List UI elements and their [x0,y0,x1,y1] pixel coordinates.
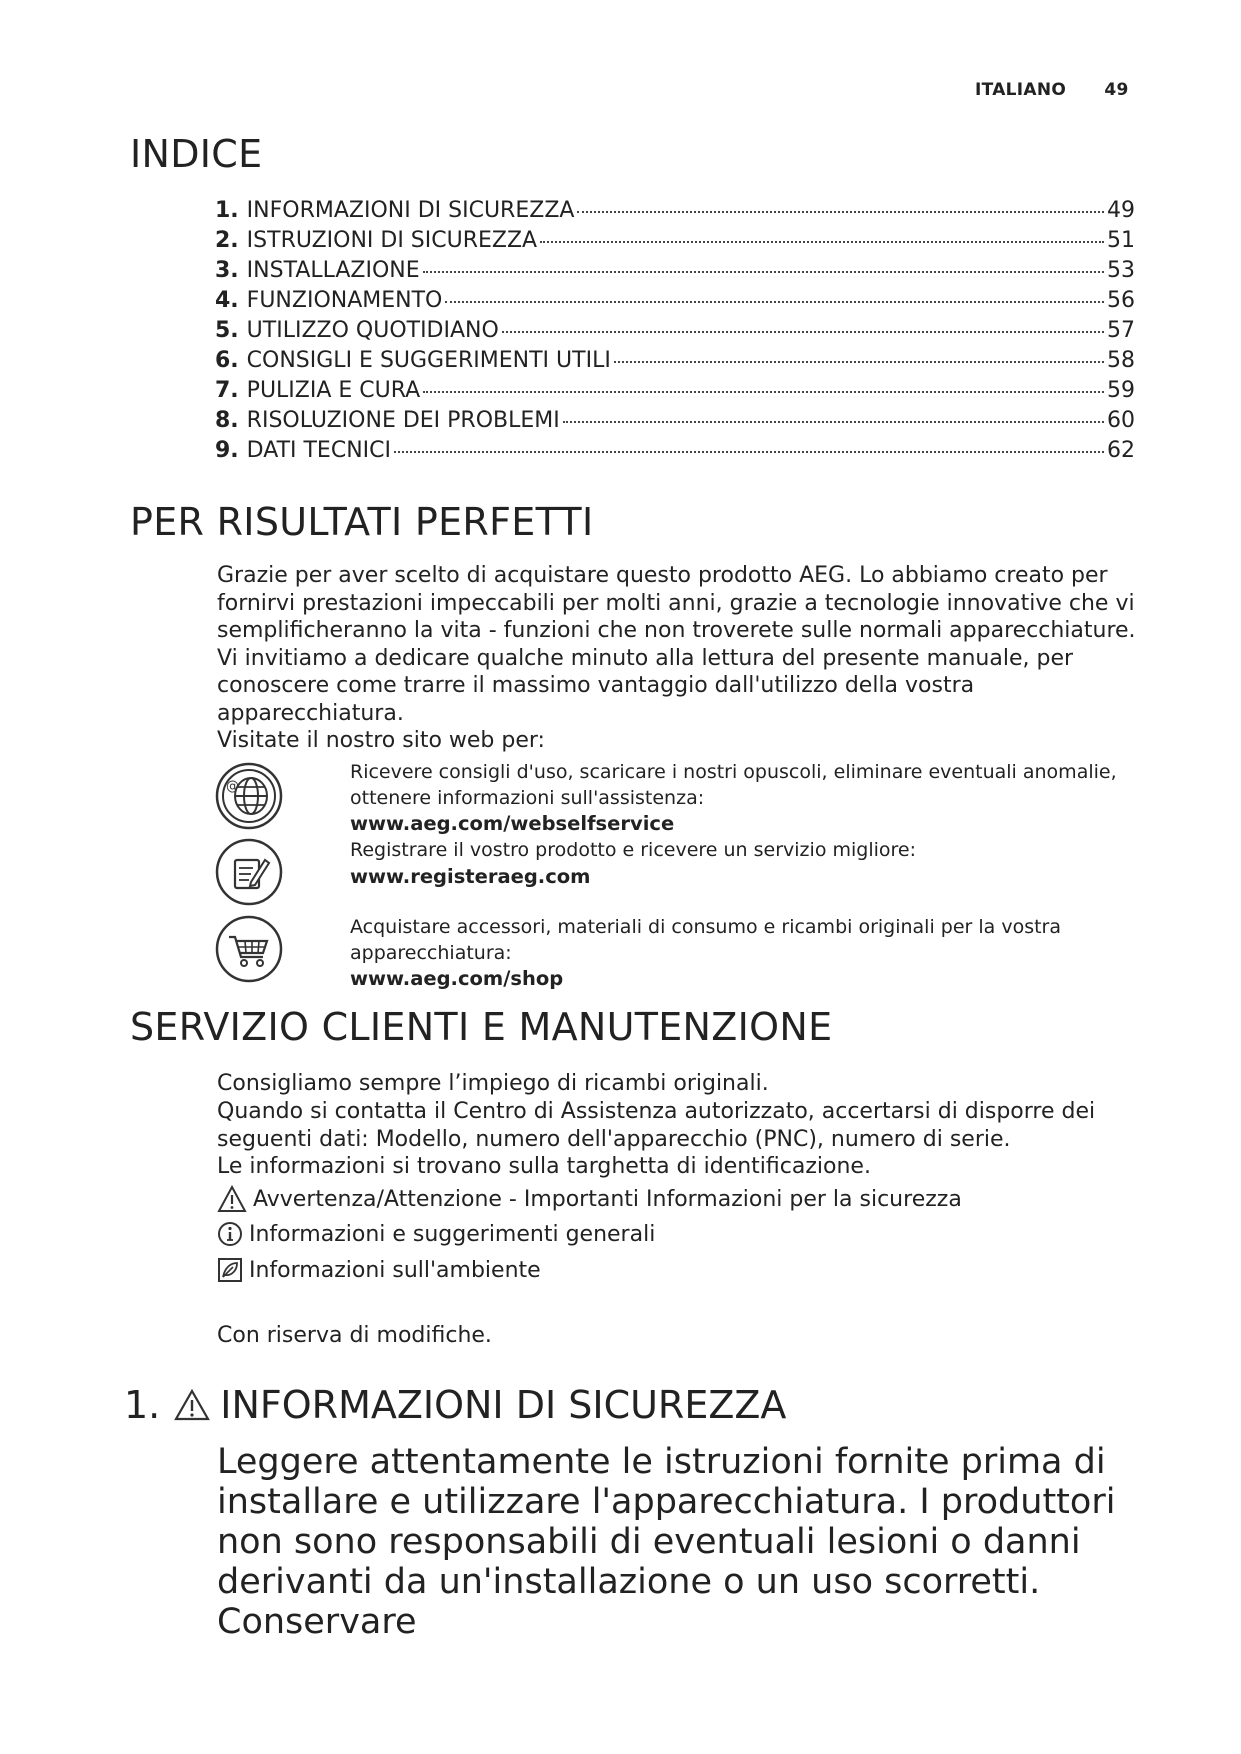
toc-item-title: UTILIZZO QUOTIDIANO [246,318,499,343]
warning-legend-text: Avvertenza/Attenzione - Importanti Informazioni per la sicurezza [253,1186,962,1212]
toc-heading: INDICE [130,132,263,176]
toc-leader-dots [540,241,1104,243]
toc-item-page: 60 [1107,408,1135,433]
toc-leader-dots [577,211,1104,213]
toc-item-number: 1. [215,198,239,223]
toc-item-page: 49 [1107,198,1135,223]
safety-intro-text: Leggere attentamente le istruzioni fornite prima di installare e utilizzare l'apparecchiatura. I produttori non sono responsabili di eventuali lesioni o danni derivanti da un'installazione o un uso scorretti. Conservare [217,1442,1116,1642]
toc-item-title: DATI TECNICI [246,438,391,463]
info-legend-text: Informazioni e suggerimenti generali [249,1221,656,1247]
globe-icon [215,762,283,830]
toc-item-number: 8. [215,408,239,433]
safety-section-number: 1. [124,1383,161,1427]
warning-icon [217,1185,247,1213]
toc-item[interactable] [215,348,1135,378]
toc-item-title: INSTALLAZIONE [246,258,420,283]
page-number: 49 [1104,80,1129,100]
toc-leader-dots [423,391,1104,393]
leaf-icon [217,1257,243,1283]
toc-item-title: INFORMAZIONI DI SICUREZZA [246,198,575,223]
toc-item-number: 4. [215,288,239,313]
toc-item-title: PULIZIA E CURA [246,378,421,403]
visit-website-text: Visitate il nostro sito web per: [217,728,545,753]
rating-plate-text: Le informazioni si trovano sulla targhetta di identificazione. [217,1154,871,1179]
toc-leader-dots [502,331,1104,333]
toc-item-page: 59 [1107,378,1135,403]
toc-item[interactable] [215,198,1135,228]
toc-item-page: 53 [1107,258,1135,283]
toc-leader-dots [445,301,1104,303]
toc-item-page: 62 [1107,438,1135,463]
reserve-text: Con riserva di modifiche. [217,1323,492,1348]
toc-item-page: 56 [1107,288,1135,313]
original-parts-text: Consigliamo sempre l’impiego di ricambi originali. [217,1071,769,1096]
legend-environment [217,1257,541,1283]
page-header [975,80,1129,100]
toc-item[interactable] [215,438,1135,468]
toc-item-title: ISTRUZIONI DI SICUREZZA [246,228,538,253]
toc-item[interactable] [215,228,1135,258]
webselfservice-link[interactable]: www.aeg.com/webselfservice [350,812,675,835]
link-description: Registrare il vostro prodotto e ricevere un servizio migliore: [350,839,916,861]
service-heading: SERVIZIO CLIENTI E MANUTENZIONE [130,1005,833,1049]
environment-legend-text: Informazioni sull'ambiente [249,1257,541,1283]
safety-heading [124,1383,786,1427]
toc-item-title: CONSIGLI E SUGGERIMENTI UTILI [246,348,611,373]
safety-section-title: INFORMAZIONI DI SICUREZZA [220,1383,787,1427]
toc-item-page: 57 [1107,318,1135,343]
toc-leader-dots [394,451,1104,453]
toc-item[interactable] [215,378,1135,408]
toc-item-title: RISOLUZIONE DEI PROBLEMI [246,408,560,433]
toc-leader-dots [614,361,1104,363]
table-of-contents [215,198,1135,468]
shopping-cart-icon [215,915,283,983]
register-icon [215,838,283,906]
toc-item[interactable] [215,318,1135,348]
register-link[interactable]: www.registeraeg.com [350,864,591,888]
toc-item-page: 51 [1107,228,1135,253]
intro-paragraph: Grazie per aver scelto di acquistare questo prodotto AEG. Lo abbiamo creato per fornirvi prestazioni impeccabili per molti anni, grazie a tecnologie innovative che vi semplificheranno la vita - funzioni che non troverete sulle normali apparecchiature. Vi invitiamo a dedicare qualche minuto alla lettura del presente manuale, per conoscere come trarre il massimo vantaggio dall'utilizzo della vostra apparecchiatura. [217,563,1136,726]
toc-leader-dots [563,421,1104,423]
toc-item[interactable] [215,408,1135,438]
toc-item-title: FUNZIONAMENTO [246,288,443,313]
toc-item-number: 5. [215,318,239,343]
perfect-results-heading: PER RISULTATI PERFETTI [130,500,594,544]
info-icon [217,1221,243,1247]
svg-text:@: @ [226,779,239,794]
toc-item[interactable] [215,258,1135,288]
toc-item-number: 2. [215,228,239,253]
shop-link[interactable]: www.aeg.com/shop [350,967,564,990]
toc-item-number: 7. [215,378,239,403]
link-description: Acquistare accessori, materiali di consumo e ricambi originali per la vostra apparecchiatura: [350,916,1062,964]
toc-item[interactable] [215,288,1135,318]
language-label: ITALIANO [975,80,1067,100]
toc-leader-dots [423,271,1104,273]
link-description: Ricevere consigli d'uso, scaricare i nostri opuscoli, eliminare eventuali anomalie, ottenere informazioni sull'assistenza: [350,761,1117,809]
toc-item-page: 58 [1107,348,1135,373]
toc-item-number: 6. [215,348,239,373]
service-contact-text: Quando si contatta il Centro di Assistenza autorizzato, accertarsi di disporre dei seguenti dati: Modello, numero dell'apparecchio (PNC), numero di serie. [217,1099,1096,1152]
warning-icon [174,1389,210,1421]
legend-warning [217,1185,962,1213]
legend-info [217,1221,655,1247]
toc-item-number: 3. [215,258,239,283]
toc-item-number: 9. [215,438,239,463]
